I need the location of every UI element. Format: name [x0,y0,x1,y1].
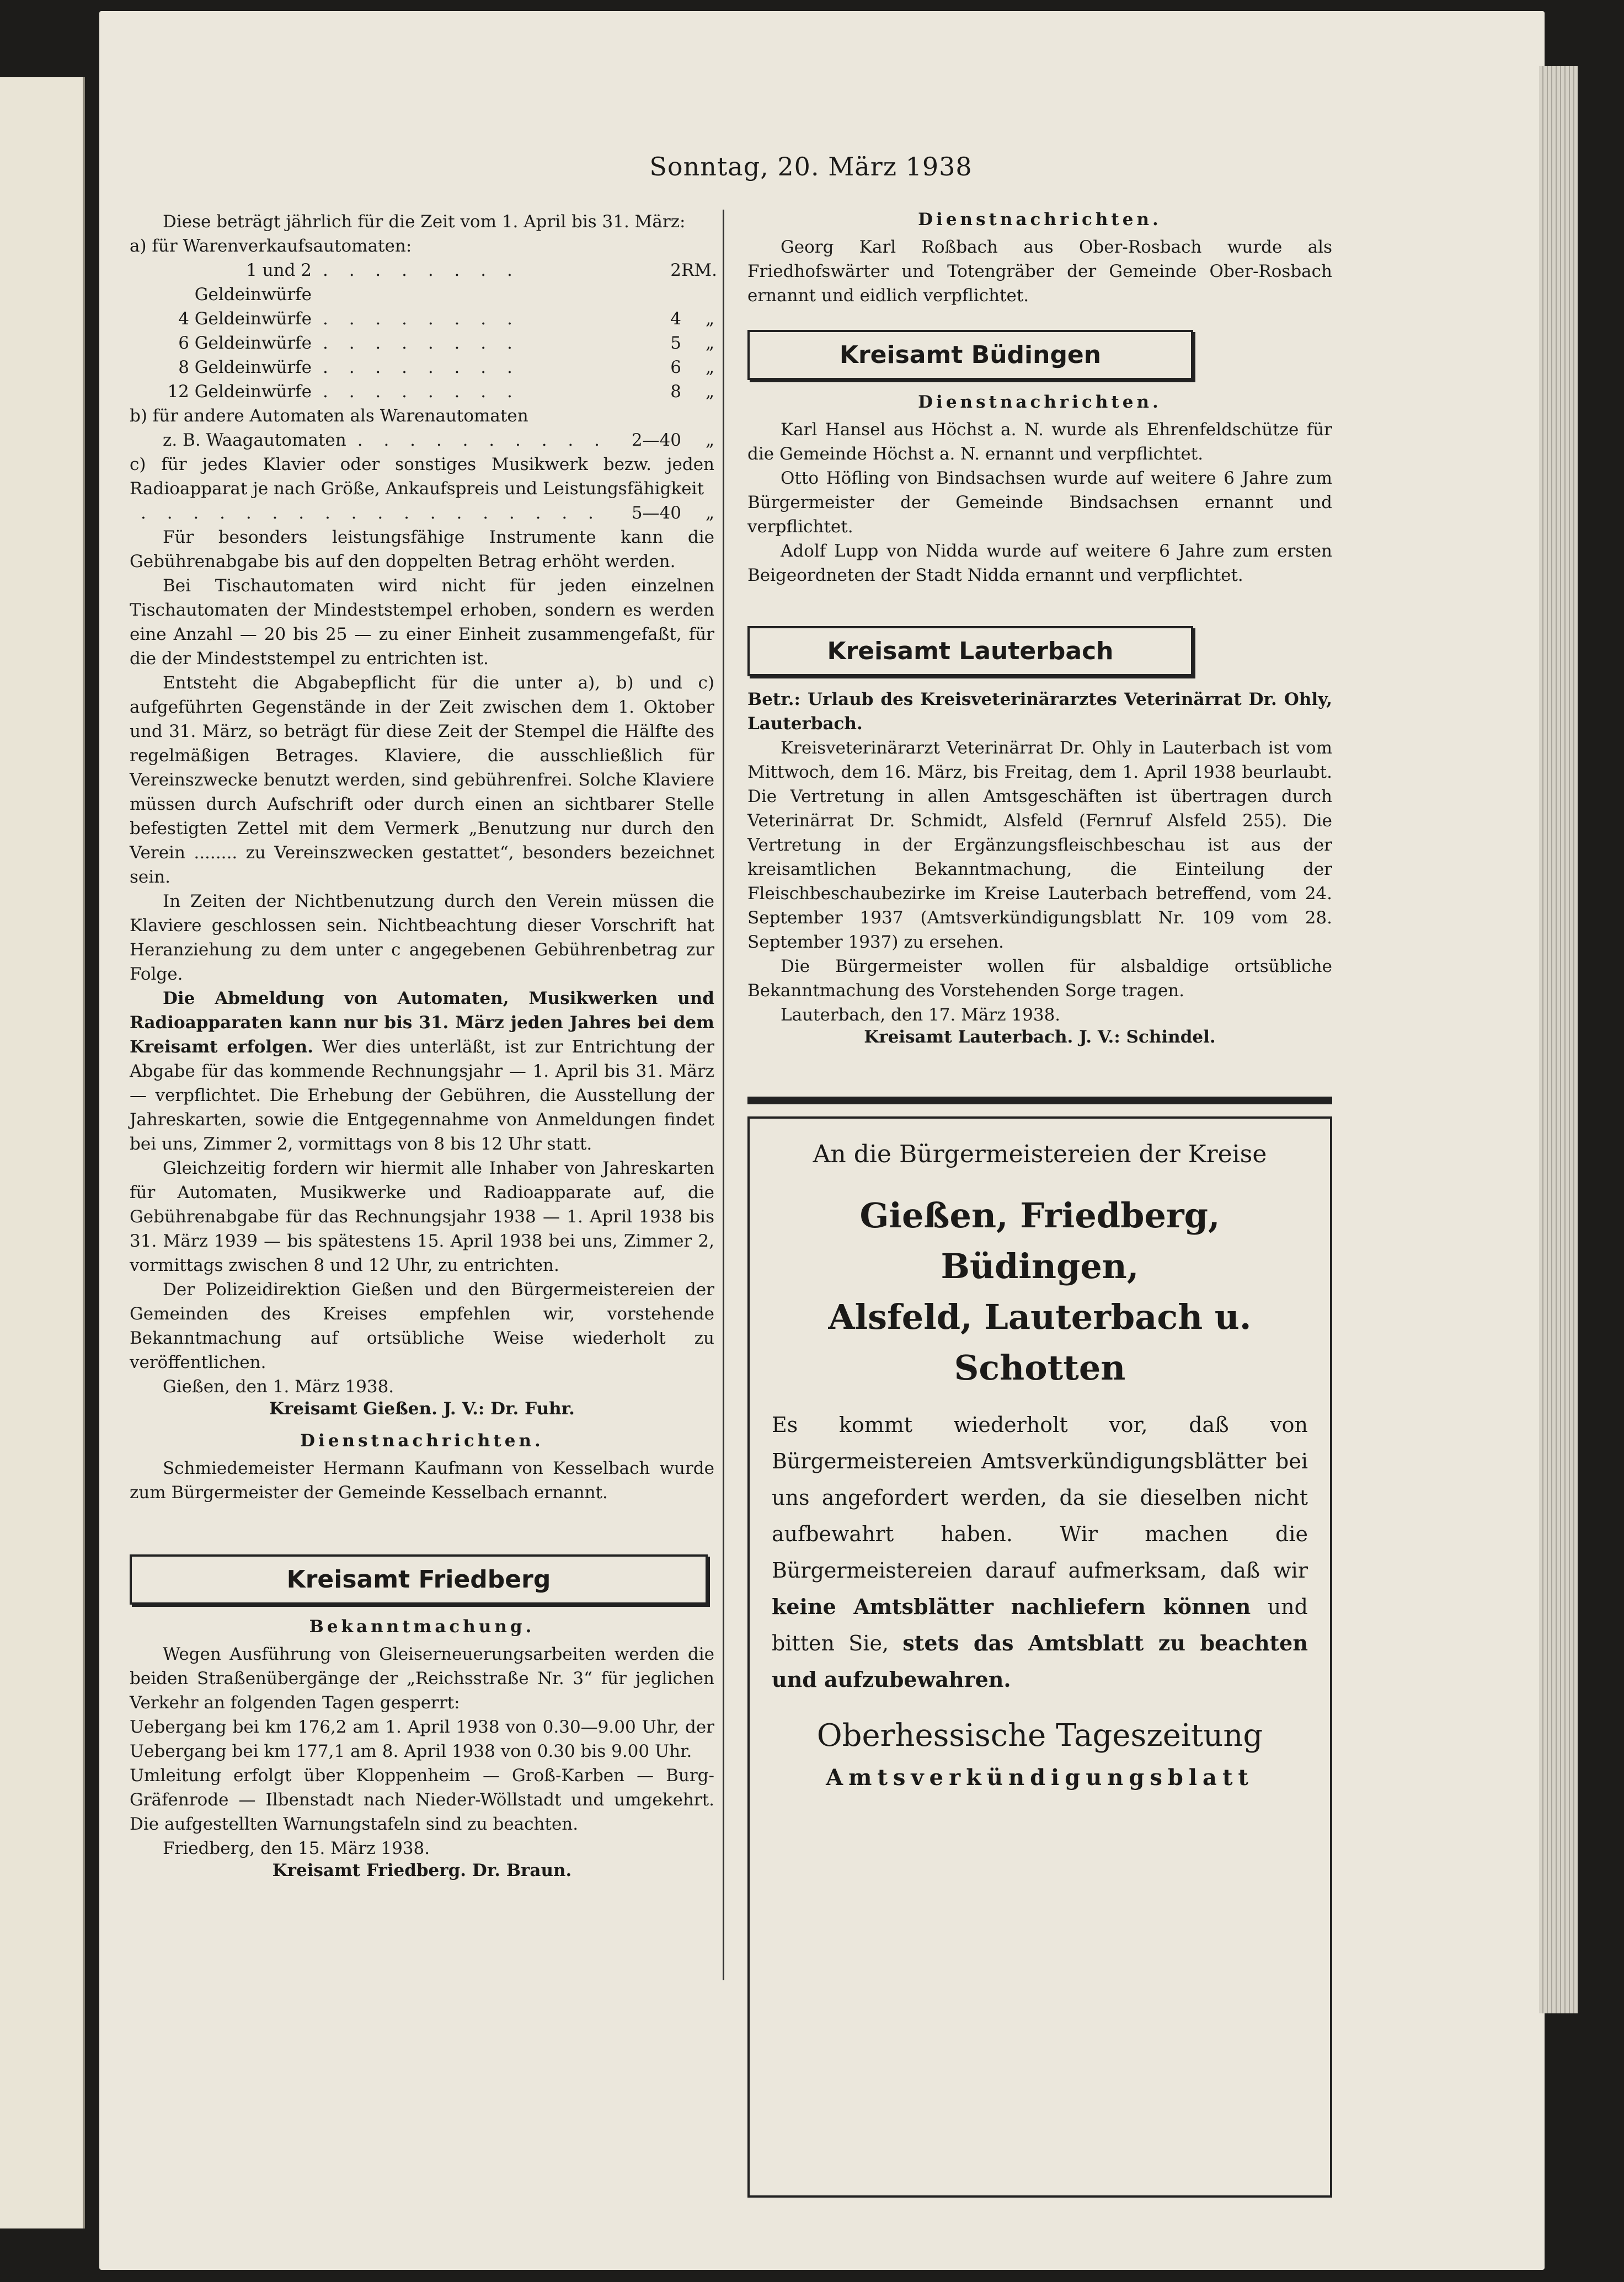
notice-subtitle: Amtsverkündigungsblatt [826,1765,1254,1791]
fee-table [130,258,717,404]
page-stack-edge [1539,66,1578,2013]
paragraph: Der Polizeidirektion Gießen und den Bürgermeistereien der Gemeinden des Kreises empfehlen wir, vorstehende Bekanntmachung auf ortsübliche Weise wiederholt zu veröffentlichen. [130,1280,714,1372]
previous-page-edge [0,77,85,2228]
signature: Kreisamt Lauterbach. J. V.: Schindel. [864,1027,1216,1047]
signature: Kreisamt Friedberg. Dr. Braun. [272,1861,572,1880]
paragraph: Umleitung erfolgt über Kloppenheim — Groß-Karben — Burg-Gräfenrode — Ilbenstadt nach Nieder-Wöllstadt und umgekehrt. Die aufgestellten Warnungstafeln sind zu beachten. [130,1766,714,1834]
paragraph: In Zeiten der Nichtbenutzung durch den Verein müssen die Klaviere geschlossen sein. Nichtbeachtung dieser Vorschrift hat Heranziehung zu dem unter c angegebenen Gebührenbetrag zur Folge. [130,891,714,984]
paragraph: Georg Karl Roßbach aus Ober-Rosbach wurde als Friedhofswärter und Totengräber der Gemeinde Ober-Rosbach ernannt und eidlich verpflichtet. [747,237,1332,306]
paragraph: Wegen Ausführung von Gleiserneuerungsarbeiten werden die beiden Straßenübergänge der „Reichsstraße Nr. 3“ für jeglichen Verkehr an folgenden Tagen gesperrt: [130,1644,714,1713]
kreisamt-friedberg-box: Kreisamt Friedberg [130,1554,708,1605]
fee-row: 12 Geldeinwürfe . . . . . . . . 8 „ [167,382,714,402]
paragraph: Adolf Lupp von Nidda wurde auf weitere 6 Jahre zum ersten Beigeordneten der Stadt Nidda ernannt und verpflichtet. [747,541,1332,585]
fee-row-c: . . . . . . . . . . . . . . . . . . 5—40 „ [141,503,714,523]
notice-rule [747,1097,1332,1104]
fee-category-c: c) für jedes Klavier oder sonstiges Musikwerk bezw. jeden Radioapparat je nach Größe, Ankaufspreis und Leistungsfähigkeit [130,455,714,499]
paragraph: Karl Hansel aus Höchst a. N. wurde als Ehrenfeldschütze für die Gemeinde Höchst a. N. ernannt und verpflichtet. [747,420,1332,464]
paragraph: Für besonders leistungsfähige Instrumente kann die Gebührenabgabe bis auf den doppelten Betrag erhöht werden. [130,527,714,571]
kreisamt-buedingen-box: Kreisamt Büdingen [747,330,1193,380]
kreisamt-lauterbach-box: Kreisamt Lauterbach [747,626,1193,676]
paragraph: Die Bürgermeister wollen für alsbaldige ortsübliche Bekanntmachung des Vorstehenden Sorge tragen. [747,956,1332,1001]
paragraph: Gleichzeitig fordern wir hiermit alle Inhaber von Jahreskarten für Automaten, Musikwerke und Radioapparate auf, die Gebührenabgabe für das Rechnungsjahr 1938 — 1. April 1938 bis 31. März 1939 — bis spätestens 15. April 1938 bei uns, Zimmer 2, vormittags zwischen 8 und 12 Uhr, zu entrichten. [130,1158,714,1275]
fee-category-b: b) für andere Automaten als Warenautomaten [130,406,528,426]
section-heading: Bekanntmachung. [309,1617,535,1637]
notice-body: Es kommt wiederholt vor, daß von Bürgermeistereien Amtsverkündigungsblätter bei uns angefordert werden, da sie dieselben nicht aufbewahrt haben. Wir machen die Bürgermeistereien darauf aufmerksam, daß wir keine Amtsblätter nachliefern können und bitten Sie, stets das Amtsblatt zu beachten und aufzubewahren. [772,1413,1308,1692]
fee-row: 8 Geldeinwürfe . . . . . . . . 6 „ [178,357,714,377]
fee-intro: Diese beträgt jährlich für die Zeit vom 1. April bis 31. März: [163,212,686,232]
section-heading: Dienstnachrichten. [300,1431,544,1451]
date-line: Gießen, den 1. März 1938. [163,1377,394,1397]
section-heading: Dienstnachrichten. [918,210,1162,229]
fee-row: 1 und 2 Geldeinwürfe . . . . . . . . 2 RM. [194,260,717,304]
paragraph: Kreisveterinärarzt Veterinärrat Dr. Ohly in Lauterbach ist vom Mittwoch, dem 16. März, bis Freitag, dem 1. April 1938 beurlaubt. Die Vertretung in allen Amtsgeschäften ist übertragen durch Veterinärrat Dr. Schmidt, Alsfeld (Fernruf Alsfeld 255). Die Vertretung in der Ergänzungsfleischbeschau ist aus der kreisamtlichen Bekanntmachung, die Einteilung der Fleischbeschaubezirke im Kreise Lauterbach betreffend, vom 24. September 1937 (Amtsverkündigungsblatt Nr. 109 vom 28. September 1937) zu ersehen. [747,738,1332,952]
paragraph: Bei Tischautomaten wird nicht für jeden einzelnen Tischautomaten der Mindeststempel erhoben, sondern es werden eine Anzahl — 20 bis 25 — zu einer Einheit zusammengefaßt, für die der Mindeststempel zu entrichten ist. [130,576,714,669]
fee-row-b: z. B. Waagautomaten . . . . . . . . . . 2—40 „ [163,430,714,450]
left-column [130,210,717,1880]
right-column [747,210,1332,2198]
notice-title: An die Bürgermeistereien der Kreise [813,1140,1267,1168]
fee-row: 4 Geldeinwürfe . . . . . . . . 4 „ [178,309,714,329]
notice-districts: Alsfeld, Lauterbach u. Schotten [828,1297,1252,1388]
page-date-header: Sonntag, 20. März 1938 [649,152,973,181]
paragraph: Die Abmeldung von Automaten, Musikwerken und Radioapparaten kann nur bis 31. März jeden Jahres bei dem Kreisamt erfolgen. Wer dies unterläßt, ist zur Entrichtung der Abgabe für das kommende Rechnungsjahr — 1. April bis 31. März — verpflichtet. Die Erhebung der Gebühren, die Ausstellung der Jahreskarten, sowie die Entgegennahme von Anmeldungen findet bei uns, Zimmer 2, vormittags von 8 bis 12 Uhr statt. [130,988,714,1154]
paragraph: Schmiedemeister Hermann Kaufmann von Kesselbach wurde zum Bürgermeister der Gemeinde Kesselbach ernannt. [130,1458,714,1503]
fee-category-a: a) für Warenverkaufsautomaten: [130,236,412,256]
paragraph: Entsteht die Abgabepflicht für die unter a), b) und c) aufgeführten Gegenstände in der Zeit zwischen dem 1. Oktober und 31. März, so beträgt für diese Zeit der Stempel die Hälfte des regelmäßigen Betrages. Klaviere, die ausschließlich für Vereinszwecke benutzt werden, sind gebührenfrei. Solche Klaviere müssen durch Aufschrift oder durch einen an sichtbarer Stelle befestigten Zettel mit dem Vermerk „Benutzung nur durch den Verein ........ zu Vereinszwecken gestattet“, besonders bezeichnet sein. [130,673,714,887]
notice-districts: Gießen, Friedberg, Büdingen, [859,1195,1220,1286]
signature: Kreisamt Gießen. J. V.: Dr. Fuhr. [269,1399,575,1419]
notice-signature: Oberhessische Tageszeitung [816,1718,1263,1754]
paragraph: Otto Höfling von Bindsachsen wurde auf weitere 6 Jahre zum Bürgermeister der Gemeinde Bindsachsen ernannt und verpflichtet. [747,468,1332,537]
date-line: Lauterbach, den 17. März 1938. [781,1005,1061,1025]
fee-row: 6 Geldeinwürfe . . . . . . . . 5 „ [178,333,714,353]
paragraph: Uebergang bei km 176,2 am 1. April 1938 von 0.30—9.00 Uhr, der Uebergang bei km 177,1 am 8. April 1938 von 0.30 bis 9.00 Uhr. [130,1717,714,1761]
section-heading: Dienstnachrichten. [918,392,1162,412]
date-line: Friedberg, den 15. März 1938. [163,1839,430,1858]
column-divider [723,210,724,1980]
notice-box [747,1116,1332,2198]
subject-line: Betr.: Urlaub des Kreisveterinärarztes Veterinärrat Dr. Ohly, Lauterbach. [747,690,1332,734]
